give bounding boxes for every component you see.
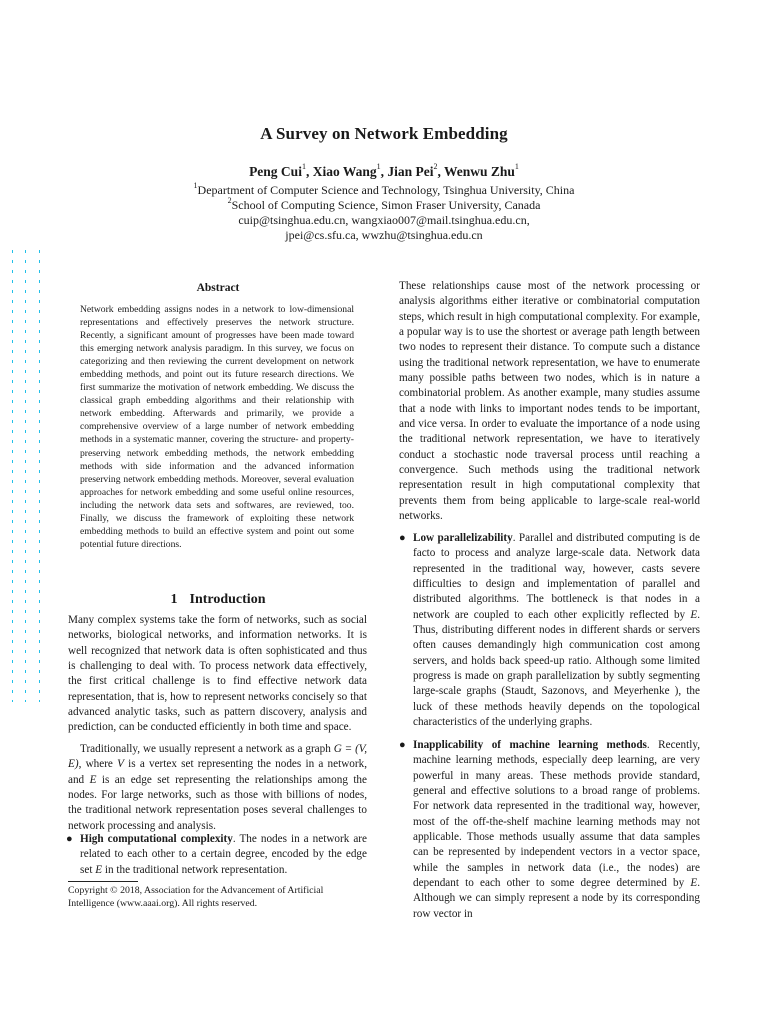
bullet-head: Low parallelizability <box>413 532 513 544</box>
math-inline: E <box>95 863 103 876</box>
section-title: Introduction <box>189 592 266 607</box>
bullet-item <box>399 531 700 730</box>
section-heading <box>68 592 368 608</box>
affil-number: 1 <box>193 181 198 190</box>
bullet-head: Inapplicability of machine learning methods <box>413 739 647 751</box>
copyright-line: Intelligence (www.aaai.org). All rights reserved. <box>68 898 258 909</box>
math-inline: E <box>89 773 97 786</box>
math-inline: V <box>117 758 124 771</box>
bullet-icon: ● <box>399 532 406 544</box>
email-line: cuip@tsinghua.edu.cn, wangxiao007@mail.tsinghua.edu.cn, <box>238 213 530 227</box>
abstract-text: Network embedding assigns nodes in a network to low-dimensional representations and effectively preserves the network structure. Recently, a significant amount of progresses have been made toward this emerging network analysis paradigm. In this survey, we focus on categorizing and then reviewing the current development on network embedding methods, and point out its future research directions. We first summarize the motivation of network embedding. We discuss the classical graph embedding algorithms and their relationship with network embedding. Afterwards and primarily, we provide a comprehensive overview of a large number of network embedding methods in a systematic manner, covering the structure- and property-preserving network embedding methods, the network embedding methods with side information and the advanced information preserving network embedding methods. Moreover, several evaluation approaches for network embedding and some useful online resources, including the network data sets and softwares, are reviewed, too. Finally, we discuss the framework of exploiting these network embedding methods to build an effective system and point out some potential future directions. <box>80 304 354 550</box>
text-run: in the traditional network representation. <box>102 863 288 876</box>
author-list: Peng Cui$^1$, Xiao Wang$^1$, Jian Pei$^2$, Wenwu Zhu$^1$ <box>249 162 519 179</box>
author-name: Xiao Wang <box>312 164 377 179</box>
author-name: Wenwu Zhu <box>444 164 515 179</box>
bullet-head: High computational complexity <box>80 833 233 845</box>
paper-title: A Survey on Network Embedding <box>260 124 508 143</box>
affiliation-line <box>0 183 768 198</box>
text-run: Traditionally, we usually represent a network as a graph <box>80 743 334 755</box>
arxiv-watermark <box>12 250 50 702</box>
text-run: . The nodes in a network are related to each other to a certain degree, encoded by the edge set <box>80 833 367 876</box>
bullet-icon: ● <box>399 739 406 751</box>
bullet-item <box>66 832 367 878</box>
text-run: . Although we can simply represent a node by its corresponding row vector in <box>413 877 700 920</box>
bullet-item <box>399 738 700 922</box>
affil-marker: 1 <box>514 162 519 171</box>
text-run: is a vertex set representing the nodes in a network, and <box>68 758 367 786</box>
copyright-line: Copyright © 2018, Association for the Advancement of Artificial <box>68 885 324 896</box>
copyright-notice <box>68 884 368 910</box>
section-number: 1 <box>170 592 178 607</box>
text-run: . Recently, machine learning methods, especially deep learning, are very powerful in many areas. These methods provide standard, general and effective solutions to a broad range of problems. For network data represented in the traditional way, however, most of the off-the-shelf machine learning methods may not applicable. Those methods usually assume that data samples can be represented by independent vectors in a vector space, while the samples in network data (i.e., the nodes) are dependant to each other to some degree determined by <box>413 739 700 890</box>
affil-number: 2 <box>227 196 232 205</box>
affil-marker: 1 <box>301 162 306 171</box>
text-run: . Parallel and distributed computing is de facto to process and analyze large-scale data. Network data represented in the traditional way, however, casts severe difficulties to design and implementation of parallel and distributed algorithms. The bottleneck is that nodes in a network are coupled to each other explicitly reflected by <box>413 532 700 621</box>
affil-marker: 2 <box>433 162 438 171</box>
author-name: Peng Cui <box>249 164 302 179</box>
paragraph <box>68 742 367 834</box>
affiliation-text: Department of Computer Science and Technology, Tsinghua University, China <box>197 183 575 197</box>
math-inline: G = (V, E) <box>68 743 367 771</box>
author-name: Jian Pei <box>387 164 434 179</box>
affiliation-text: School of Computing Science, Simon Fraser University, Canada <box>231 198 541 212</box>
email-line: jpei@cs.sfu.ca, wwzhu@tsinghua.edu.cn <box>285 228 483 242</box>
math-inline: E <box>690 877 698 890</box>
bullet-icon: ● <box>66 833 73 845</box>
text-run: , where <box>78 758 118 771</box>
text-run: is an edge set representing the relationships among the nodes. For large networks, such as those with billions of nodes, the traditional network representation poses several challenges to network processing and analysis. <box>68 773 367 832</box>
affiliation-line <box>0 198 768 213</box>
abstract-heading: Abstract <box>196 282 240 294</box>
paragraph: These relationships cause most of the network processing or analysis algorithms either iterative or combinatorial computation steps, which result in high computational complexity. For example, a popular way is to use the shortest or average path length between two nodes to represent their distance. To compute such a distance using the traditional network representation, we have to enumerate many possible paths between two nodes, which is in nature a combinatorial problem. As another example, many studies assume that a node with links to important nodes tends to be important, and vice versa. In order to evaluate the importance of a node using the traditional network representation, we have to iteratively conduct a stochastic node traversal process until reaching a convergence. Such methods using the traditional network representation result in high computational complexity that prevents them from being applicable to large-scale real-world networks. <box>399 280 700 523</box>
math-inline: E <box>690 608 698 621</box>
paragraph: Many complex systems take the form of networks, such as social networks, biological networks, and information networks. It is well recognized that network data is often sophisticated and thus is challenging to deal with. To process network data effectively, the first critical challenge is to find effective network data representation, that is, how to represent networks concisely so that advanced analytic tasks, such as pattern discovery, analysis and prediction, can be conducted efficiently in both time and space. <box>68 614 367 734</box>
footnote-rule <box>68 881 138 882</box>
affil-marker: 1 <box>376 162 381 171</box>
text-run: . Thus, distributing different nodes in different shards or servers often causes demandingly high communication cost among servers, and holds back speed-up ratio. Although some limited progress is made on graph parallelization by subtly segmenting large-scale graphs (Staudt, Sazonovs, and Meyerhenke ), the luck of these methods heavily depends on the topological characteristics of the underlying graphs. <box>413 608 700 729</box>
